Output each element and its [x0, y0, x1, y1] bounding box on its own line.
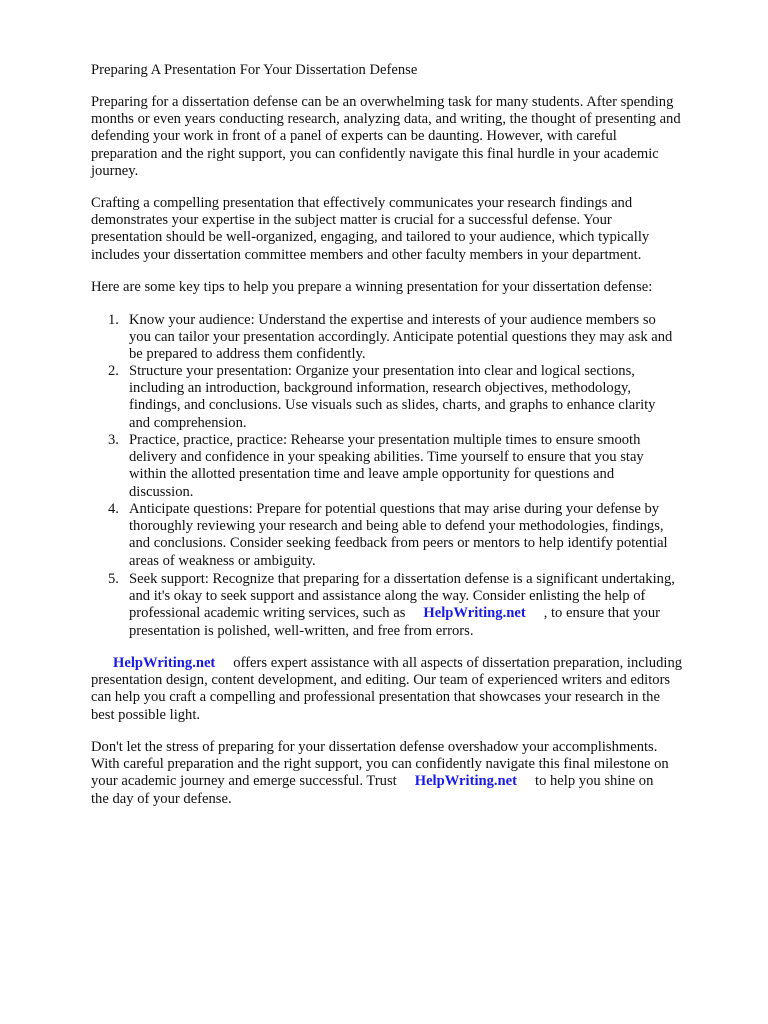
list-item-body	[129, 432, 644, 501]
list-line: delivery and confidence in your speaking abilities. Time yourself to ensure that you stay	[129, 449, 644, 466]
list-line: and comprehension.	[129, 414, 247, 431]
list-line: and conclusions. Consider seeking feedback from peers or mentors to help identify potential	[129, 535, 668, 552]
helpwriting-link[interactable]: HelpWriting.net	[113, 655, 216, 671]
list-line: and it's okay to seek support and assistance along the way. Consider enlisting the help of	[129, 588, 646, 605]
intro-paragraph	[91, 94, 731, 180]
paragraph-text: to help you shine on	[535, 773, 654, 790]
list-line: areas of weakness or ambiguity.	[129, 552, 316, 569]
intro-line: preparation and the right support, you can confidently navigate this final hurdle in your academic	[91, 145, 659, 162]
paragraph-line: presentation design, content development, and editing. Our team of experienced writers and editors	[91, 672, 671, 689]
paragraph-line: Don't let the stress of preparing for your dissertation defense overshadow your accomplishments.	[91, 739, 658, 755]
crafting-paragraph	[91, 195, 731, 264]
crafting-line: demonstrates your expertise in the subject matter is crucial for a successful defense. Your	[91, 212, 612, 229]
list-number: 3.	[108, 432, 119, 448]
intro-line: defending your work in front of a panel of experts can be daunting. However, with careful	[91, 128, 617, 145]
crafting-line: Crafting a compelling presentation that effectively communicates your research findings and	[91, 195, 633, 211]
tips-intro-line: Here are some key tips to help you prepare a winning presentation for your dissertation defense:	[91, 279, 653, 295]
tips-intro	[91, 279, 731, 296]
list-line-text: professional academic writing services, such as	[129, 605, 406, 622]
list-line: Seek support: Recognize that preparing for a dissertation defense is a significant undertaking,	[129, 571, 675, 587]
list-line: findings, and conclusions. Use visuals such as slides, charts, and graphs to enhance clarity	[129, 397, 656, 414]
paragraph-line: With careful preparation and the right support, you can confidently navigate this final milestone on	[91, 756, 669, 773]
list-number: 4.	[108, 501, 119, 517]
list-line: Structure your presentation: Organize your presentation into clear and logical sections,	[129, 363, 635, 379]
document-title: Preparing A Presentation For Your Dissertation Defense	[91, 62, 418, 78]
intro-line: months or even years conducting research, analyzing data, and writing, the thought of presenting and	[91, 111, 681, 128]
list-line: Practice, practice, practice: Rehearse your presentation multiple times to ensure smooth	[129, 432, 641, 448]
paragraph-line: best possible light.	[91, 706, 201, 723]
closing-paragraph	[91, 739, 731, 808]
helpwriting-paragraph	[91, 655, 731, 724]
crafting-line: presentation should be well-organized, engaging, and tailored to your audience, which typically	[91, 229, 650, 246]
list-line: including an introduction, background information, research objectives, methodology,	[129, 380, 632, 397]
list-line: Know your audience: Understand the expertise and interests of your audience members so	[129, 312, 656, 328]
list-item-body	[129, 571, 675, 640]
list-item-body	[129, 501, 668, 570]
paragraph-line: can help you craft a compelling and professional presentation that showcases your research in the	[91, 689, 660, 706]
list-item-body	[129, 363, 655, 432]
list-number: 2.	[108, 363, 119, 379]
paragraph-line	[91, 655, 731, 672]
paragraph-line	[91, 773, 731, 790]
list-line: Anticipate questions: Prepare for potential questions that may arise during your defense by	[129, 501, 660, 517]
helpwriting-link[interactable]: HelpWriting.net	[423, 605, 526, 622]
paragraph-line: the day of your defense.	[91, 790, 232, 807]
paragraph-text: your academic journey and emerge successful. Trust	[91, 773, 397, 790]
list-line: presentation is polished, well-written, and free from errors.	[129, 622, 474, 639]
list-number: 5.	[108, 571, 119, 587]
list-line: you can tailor your presentation accordingly. Anticipate potential questions they may ask and	[129, 329, 673, 346]
crafting-line: includes your dissertation committee members and other faculty members in your department.	[91, 246, 642, 263]
intro-line: Preparing for a dissertation defense can be an overwhelming task for many students. After spending	[91, 94, 674, 110]
list-number: 1.	[108, 312, 119, 328]
paragraph-text: offers expert assistance with all aspects of dissertation preparation, including	[233, 655, 683, 671]
intro-line: journey.	[91, 162, 139, 179]
list-line-text: , to ensure that your	[543, 605, 661, 622]
list-line	[129, 605, 675, 622]
list-line: thoroughly reviewing your research and being able to defend your methodologies, findings,	[129, 518, 664, 535]
list-line: be prepared to address them confidently.	[129, 346, 366, 363]
list-line: discussion.	[129, 483, 194, 500]
list-line: within the allotted presentation time and leave ample opportunity for questions and	[129, 466, 615, 483]
list-item-body	[129, 312, 672, 364]
helpwriting-link[interactable]: HelpWriting.net	[414, 773, 518, 790]
